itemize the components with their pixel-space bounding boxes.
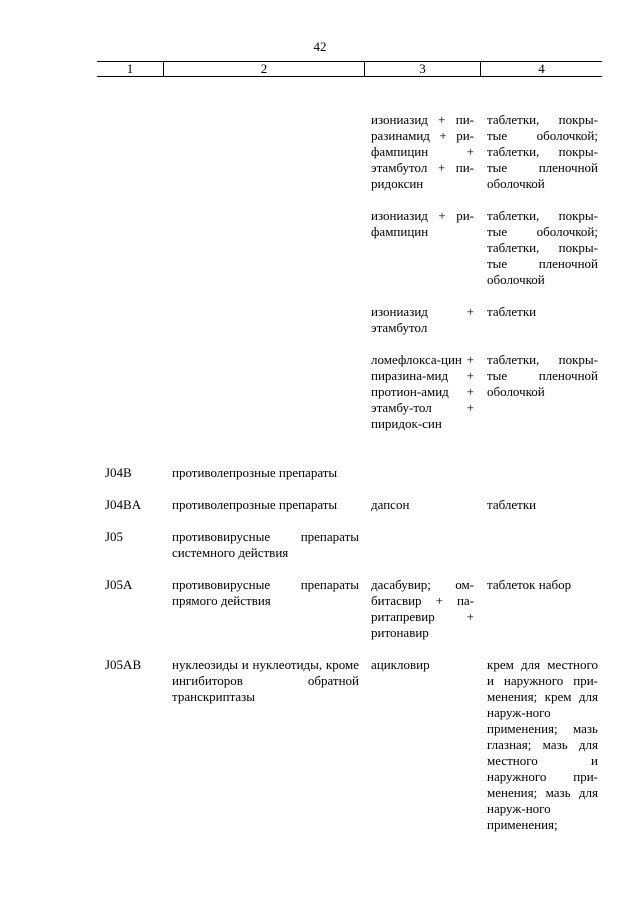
- dosage-form-cell: таблетки, покры-тые оболочкой; таблетки, покры-тые пленочной оболочкой: [487, 208, 598, 287]
- group-name-cell: противолепрозные препараты: [172, 465, 338, 480]
- substance-cell: дасабувир; ом-битасвир + па-ритапревир + ритонавир: [371, 577, 474, 640]
- column-header-1: 1: [97, 62, 164, 77]
- column-header-3: 3: [365, 62, 481, 77]
- group-name-cell: противовирусные препараты системного действия: [172, 529, 359, 560]
- dosage-form-cell: таблетки: [487, 497, 537, 512]
- group-name-cell: противолепрозные препараты: [172, 497, 338, 512]
- dosage-form-cell: крем для местного и наружного при-менения; крем для наруж-ного применения; мазь глазная; мазь для местного и наружного при-менения; мазь для наруж-ного применения;: [487, 657, 598, 832]
- page-number: 42: [313, 39, 327, 54]
- substance-cell: изониазид + этамбутол: [371, 304, 474, 335]
- substance-cell: дапсон: [371, 497, 410, 512]
- atc-code-cell: J04B: [105, 465, 132, 480]
- atc-code-cell: J05AB: [105, 657, 142, 672]
- atc-code-cell: J04BA: [105, 497, 142, 512]
- group-name-cell: нуклеозиды и нуклеотиды, кроме ингибиторов обратной транскриптазы: [172, 657, 359, 704]
- substance-cell: изониазид + ри-фампицин: [371, 208, 474, 239]
- column-header-2: 2: [164, 62, 365, 77]
- substance-cell: ацикловир: [371, 657, 430, 672]
- column-header-row: [97, 61, 602, 77]
- dosage-form-cell: таблеток набор: [487, 577, 572, 592]
- column-header-4: 4: [481, 62, 603, 77]
- group-name-cell: противовирусные препараты прямого действия: [172, 577, 359, 608]
- substance-cell: ломефлокса-цин + пиразина-мид + протион-амид + этамбу-тол + пиридок-син: [371, 352, 474, 431]
- dosage-form-cell: таблетки: [487, 304, 537, 319]
- atc-code-cell: J05A: [105, 577, 133, 592]
- dosage-form-cell: таблетки, покры-тые оболочкой; таблетки, покры-тые пленочной оболочкой: [487, 112, 598, 191]
- atc-code-cell: J05: [105, 529, 124, 544]
- substance-cell: изониазид + пи-разинамид + ри-фампицин + этамбутол + пи-ридоксин: [371, 112, 474, 191]
- dosage-form-cell: таблетки, покры-тые пленочной оболочкой: [487, 352, 598, 399]
